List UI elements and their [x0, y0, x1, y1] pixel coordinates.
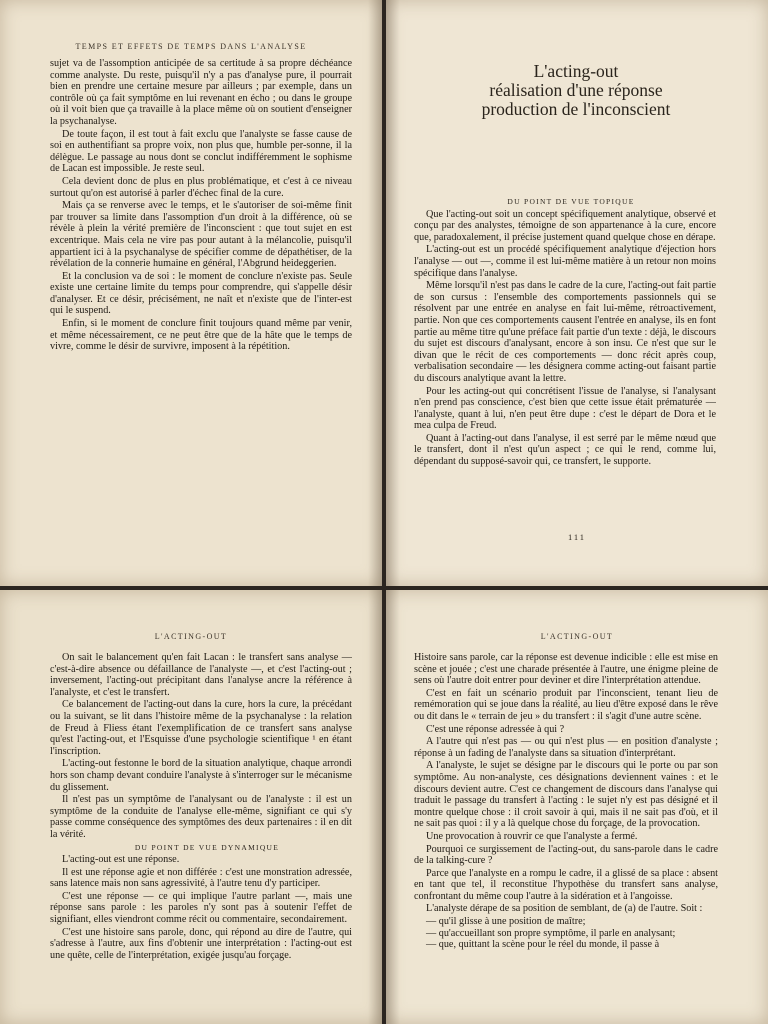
paragraph: C'est en fait un scénario produit par l'inconscient, tenant lieu de remémoration qui se joue dans la réalité, au lieu d'être exposé dans le rêve ou dit dans le « terrain de jeu » du transfert : il s'agit d'une autre scène.: [414, 687, 718, 722]
paragraph: C'est une réponse — ce qui implique l'autre parlant —, mais une réponse sans parole : les paroles n'y sont pas à soutenir l'effet de signifiant, elles viendront comme récit ou commentaire, secondairement.: [50, 890, 352, 926]
chapter-title-line: L'acting-out: [533, 61, 619, 81]
paragraph: L'acting-out festonne le bord de la situation analytique, chaque arrondi hors son champ devant conduire l'analyste à s'interroger sur le mécanisme du glissement.: [50, 758, 352, 793]
section-heading: DU POINT DE VUE DYNAMIQUE: [134, 842, 280, 852]
gutter-shadow: [368, 0, 382, 586]
paragraph: L'analyste dérape de sa position de semblant, de (a) de l'autre. Soit :: [426, 903, 703, 915]
paragraph: Histoire sans parole, car la réponse est devenue indicible : elle est mise en scène et jouée ; c'est une charade présentée à l'autre, une énigme pleine de sens où l'autre doit entrer pour deviner et dire l'interprétation attendue.: [414, 652, 718, 687]
paragraph: De toute façon, il est tout à fait exclu que l'analyste se fasse cause de soi en authentifiant sa propre voix, non plus que, humble per-sonne, il la délègue. Le passage au nous dont se conclut indifféremment le sophisme de Lacan est impossible. Je reste seul.: [50, 128, 352, 175]
page-top-left: [0, 0, 382, 586]
paragraph: Mais ça se renverse avec le temps, et le s'autoriser de soi-même finit par trouver sa limite dans l'assomption d'un droit à la différence, où se révèle à plein la vérité première de l'inconscient : que tout sujet en est excentrique. Mais cela ne vire pas pour autant à la mélancolie, puisqu'il appartient ici à la psychanalyse de spécifier comme de dépathétiser, de la révélation de la connerie humaine en général, l'Abgrund heideggerien.: [50, 200, 352, 270]
section-heading: DU POINT DE VUE TOPIQUE: [507, 197, 635, 206]
paragraph: Pour les acting-out qui concrétisent l'issue de l'analyse, si l'analysant n'en prend pas conscience, c'est bien que cette issue était prématurée — l'analyste, quant à lui, n'en peut être dupe : c'est le départ de Dora et le mea culpa de Freud.: [414, 385, 716, 432]
paragraph: Ce balancement de l'acting-out dans la cure, hors la cure, la précédant ou la suivant, se lit dans l'histoire même de la psychanalyse : la relation de Freud à Fliess étant l'exemplification de ce transfert sans analyse qu'est l'acting-out, et l'Esquisse d'une psychologie scientifique ¹ en étant l'inscription.: [50, 699, 352, 757]
running-head: L'ACTING-OUT: [540, 632, 614, 641]
list-item: — qu'il glisse à une position de maître;: [426, 916, 586, 928]
paragraph: Que l'acting-out soit un concept spécifiquement analytique, observé et conçu par des analystes, témoigne de son appartenance à la cure, encore que, paradoxalement, il précise justement quand quelque chose en dérape.: [414, 208, 716, 243]
paragraph: Il n'est pas un symptôme de l'analysant ou de l'analyste : il est un symptôme de la conduite de l'analyse elle-même, signifiant ce qui s'y passe comme conséquence des symptômes des deux partenaires : il en dit la vérité.: [50, 794, 352, 840]
running-head: L'ACTING-OUT: [154, 632, 228, 641]
paragraph: Une provocation à rouvrir ce que l'analyste a fermé.: [426, 830, 638, 842]
paragraph: L'acting-out est une réponse.: [62, 854, 180, 866]
gutter-shadow: [386, 0, 400, 586]
running-head: TEMPS ET EFFETS DE TEMPS DANS L'ANALYSE: [75, 42, 307, 51]
gutter-shadow: [368, 590, 382, 1024]
page-number: 111: [567, 532, 587, 542]
text-column: [414, 652, 718, 951]
paragraph: A l'analyste, le sujet se désigne par le discours qui le porte ou par son symptôme. Au non-analyste, ces désignations deviennent vaines : et le discours devient autre. C'est ce changement de discours dans l'analyse qui traduit le passage du transfert à l'acting : le sujet n'y est pas désigné et il montre quelque chose : il croit savoir à qui, mais il ne sait pas d'où, et il ne sait pas quoi : il y a là quelque chose du forçage, de la provocation.: [414, 760, 718, 830]
text-column: [50, 58, 352, 354]
page-bottom-left: [0, 590, 382, 1024]
list-item: — que, quittant la scène pour le réel du monde, il passe à: [426, 939, 660, 951]
paragraph: On sait le balancement qu'en fait Lacan : le transfert sans analyse — c'est-à-dire absence ou défaillance de l'analyste —, et c'est l'acting-out ; inversement, l'acting-out précipitant dans l'analyse ancre la référence à l'analyste, et c'est le transfert.: [50, 652, 352, 698]
paragraph: C'est une réponse adressée à qui ?: [426, 723, 565, 735]
chapter-title-line: réalisation d'une réponse: [489, 80, 663, 100]
paragraph: C'est une histoire sans parole, donc, qui répond au dire de l'autre, qui s'adresse à l'autre, aux fins d'obtenir une interprétation : l'acting-out est une quête, celle de l'interprétation, exigée jusqu'au forçage.: [50, 926, 352, 961]
chapter-title: [446, 62, 706, 119]
paragraph: sujet va de l'assomption anticipée de sa certitude à sa propre déchéance comme analyste. Du reste, puisqu'il n'y a pas d'analyse pure, il pourrait bien en prendre une certaine mesure par ailleurs ; par exemple, dans un contrôle où ça fait symptôme en lui revenant en écho ; ou dans le groupe où il voit bien que ça travaille à la place même où on soutient d'enseigner la psychanalyse.: [50, 58, 352, 127]
chapter-title-line: production de l'inconscient: [481, 99, 671, 119]
paragraph: Il est une réponse agie et non différée : c'est une monstration adressée, sans latence mais non sans agressivité, à l'autre tenu d'y participer.: [50, 866, 352, 890]
paragraph: Quant à l'acting-out dans l'analyse, il est serré par le même nœud que le transfert, dont il n'est qu'un aspect ; ce qui le rend, comme lui, dépendant du supposé-savoir qui, ce transfert, le supporte.: [414, 432, 716, 468]
text-column: [50, 652, 352, 962]
paragraph: Et la conclusion va de soi : le moment de conclure n'existe pas. Seule existe une certaine limite du temps pour comprendre, qui s'appelle désir d'analyser. Et ce désir, précisément, ne naît et n'existe que de l'inter-est qui le suspend.: [50, 270, 352, 317]
paragraph: L'acting-out est un procédé spécifiquement analytique d'éjection hors l'analyse — out —, comme il est lui-même matière à un retour non moins spécifique dans l'analyse.: [414, 244, 716, 279]
text-column: [414, 196, 716, 469]
paragraph: Parce que l'analyste en a rompu le cadre, il a glissé de sa place : absent en tant que tel, il reconstitue l'hypothèse du transfert sans analyse, confrontant du même coup l'autre à la sidération et à l'angoisse.: [414, 867, 718, 902]
paragraph: Enfin, si le moment de conclure finit toujours quand même par venir, et même nécessairement, ce ne peut être que de la hâte que le temps de vivre, comme le désir de survivre, imposent à la répétition.: [50, 318, 352, 353]
paragraph: Pourquoi ce surgissement de l'acting-out, du sans-parole dans le cadre de la talking-cure ?: [414, 843, 718, 867]
gutter-shadow: [386, 590, 400, 1024]
page-top-right: [386, 0, 768, 586]
list-item: — qu'accueillant son propre symptôme, il parle en analysant;: [426, 927, 676, 939]
paragraph: Même lorsqu'il n'est pas dans le cadre de la cure, l'acting-out fait partie de son cursus : l'ensemble des comportements passionnels qui se résolvent par une entrée en analyse en fait lui-même, rétroactivement, partie. Non que ces comportements causent l'entrée en analyse, ils en font partie au même titre qu'une préface fait partie d'un texte : déjà, le discours du sujet est discours d'analysant, encore à son insu. Ce n'est que sur le divan que le récit de ces comportements — donc récit après coup, verbalisation secondaire — les désignera comme acting-out faisant partie du discours analytique avant la lettre.: [414, 280, 716, 384]
paragraph: A l'autre qui n'est pas — ou qui n'est plus — en position d'analyste ; réponse à un fading de l'analyste dans sa situation d'interprétant.: [414, 736, 718, 759]
page-bottom-right: [386, 590, 768, 1024]
paragraph: Cela devient donc de plus en plus problématique, et c'est à ce niveau surtout qu'on est autorisé à parler d'échec final de la cure.: [50, 175, 352, 199]
